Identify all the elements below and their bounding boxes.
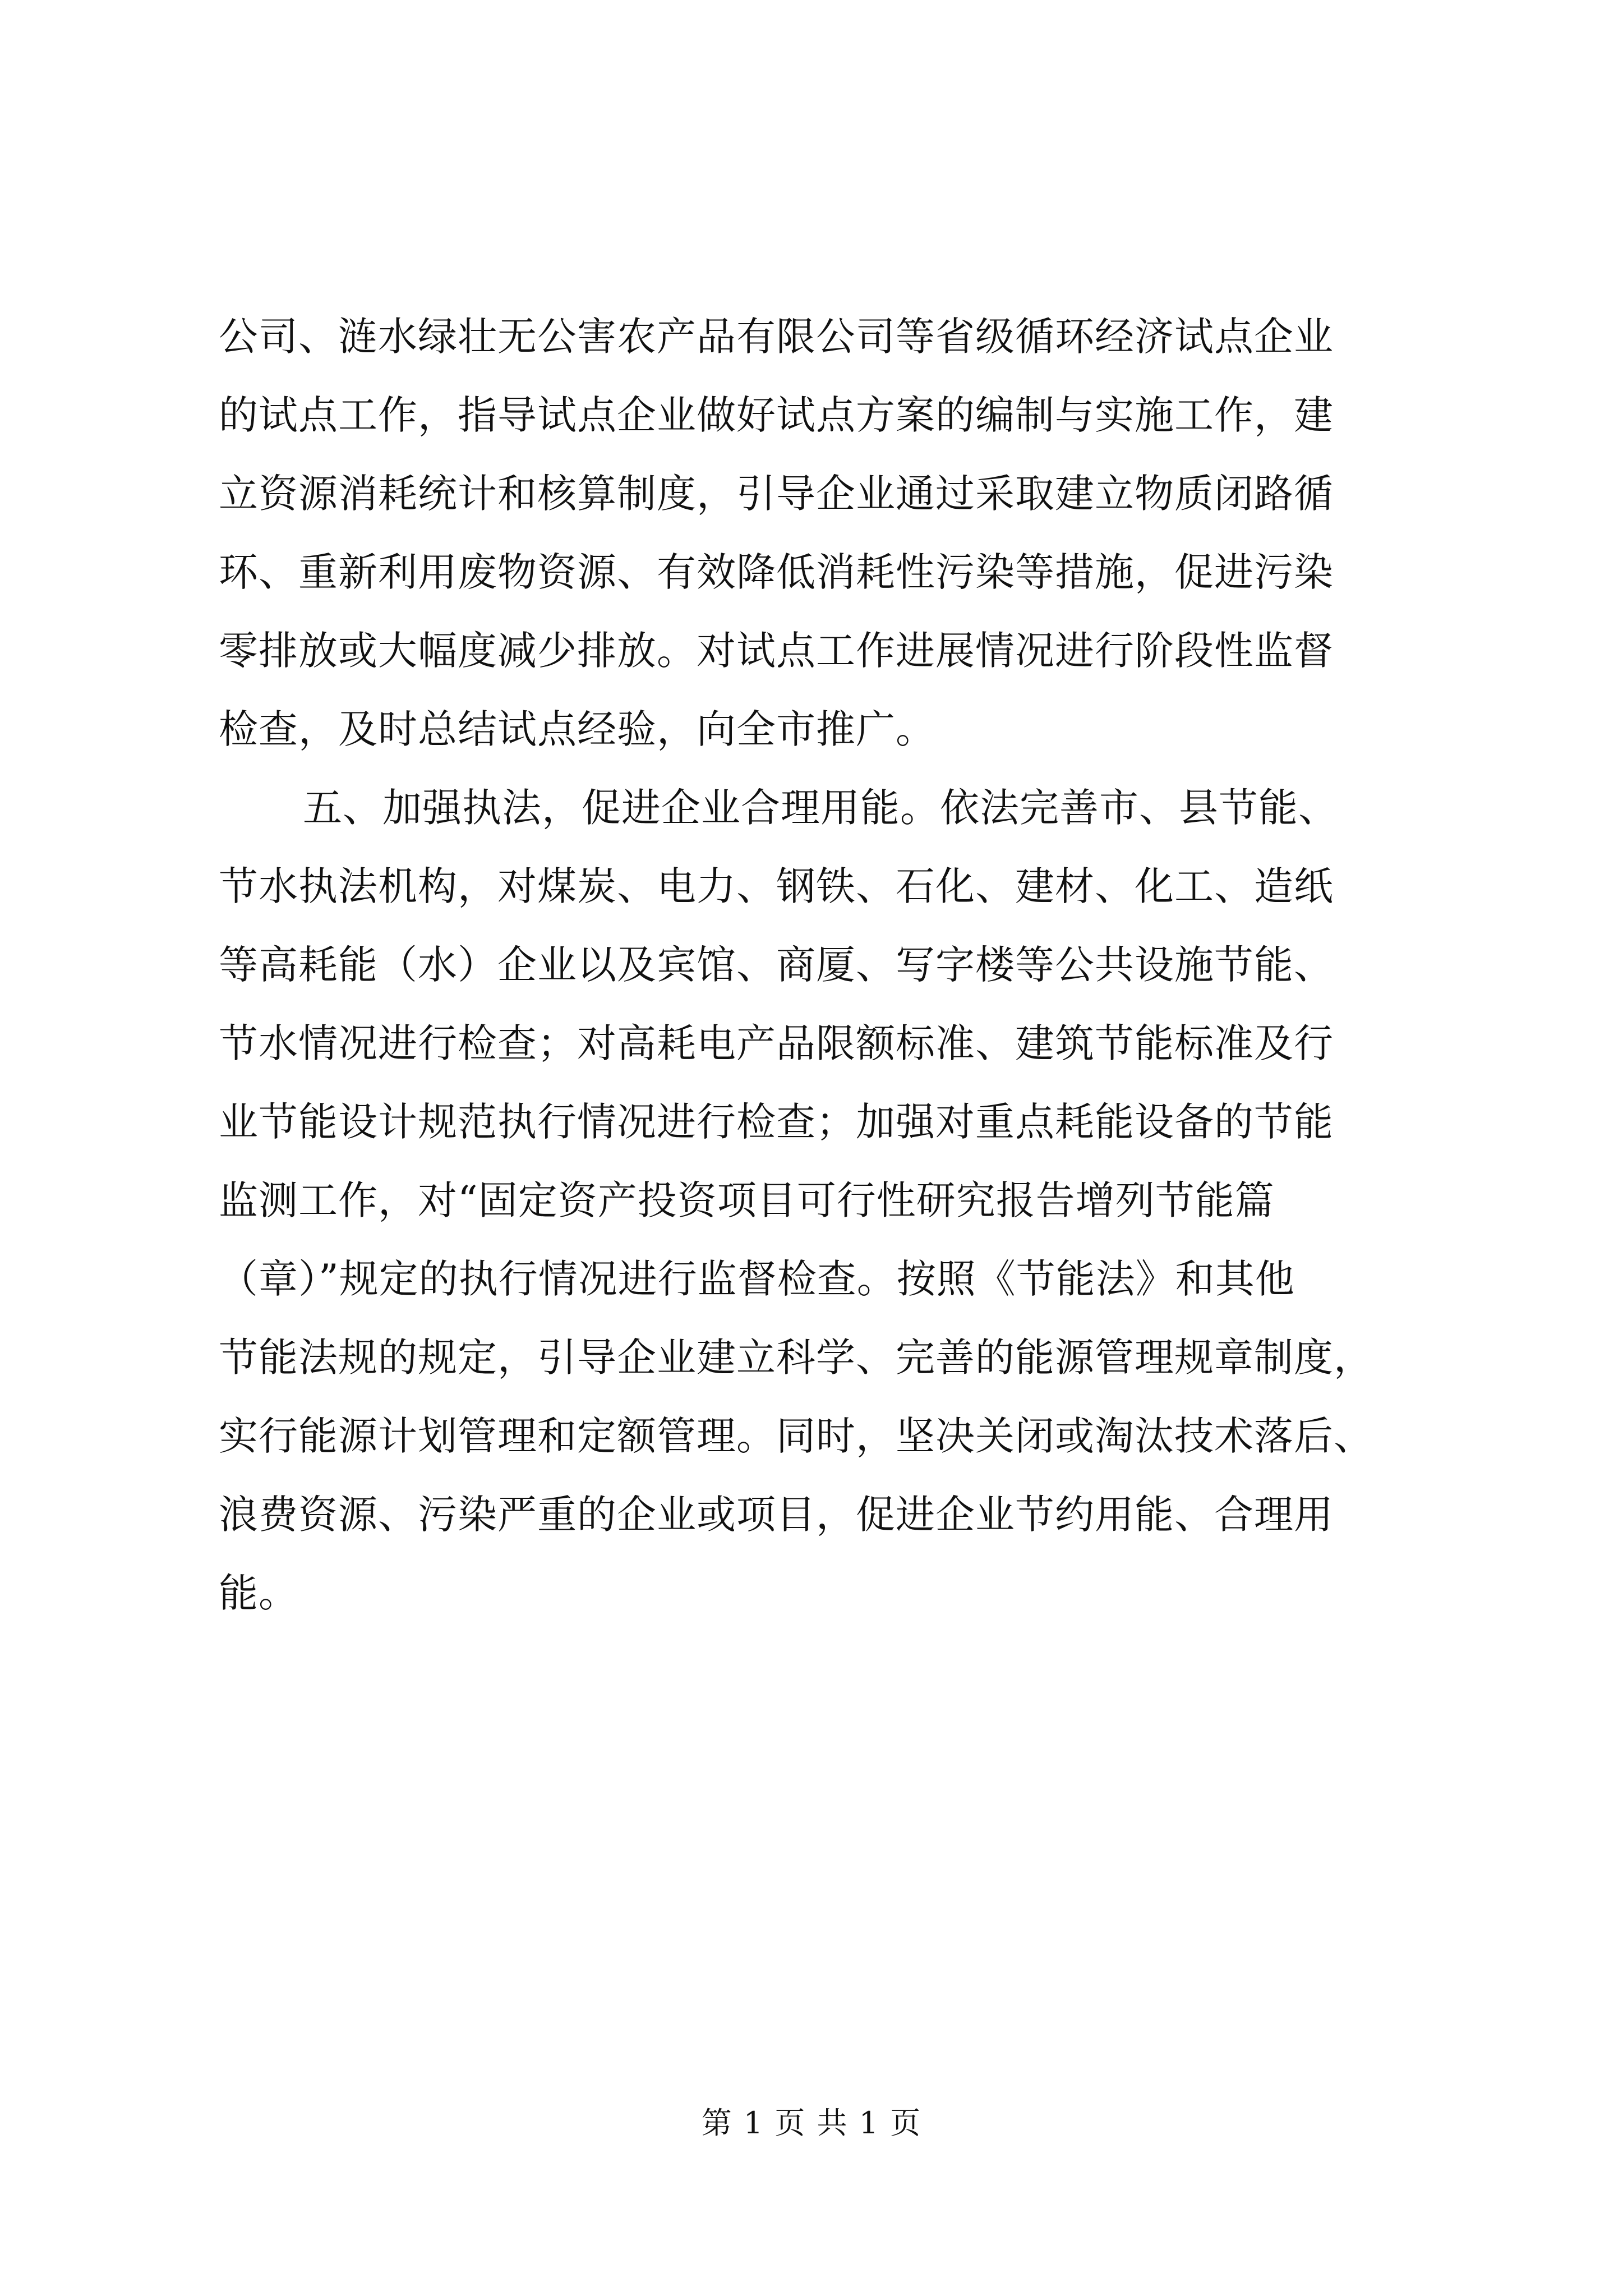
text-line: （章）”规定的执行情况进行监督检查。按照《节能法》和其他 [219, 1256, 1295, 1302]
page-footer: 第 1 页 共 1 页 [701, 2105, 922, 2141]
text-line: 零排放或大幅度减少排放。对试点工作进展情况进行阶段性监督 [219, 628, 1334, 674]
text-line: 环、重新利用废物资源、有效降低消耗性污染等措施，促进污染 [219, 549, 1334, 595]
text-line: 节水执法机构，对煤炭、电力、钢铁、石化、建材、化工、造纸 [219, 863, 1334, 909]
document-body [219, 297, 1413, 1632]
text-line: 立资源消耗统计和核算制度，引导企业通过采取建立物质闭路循 [219, 471, 1334, 517]
paragraph-2 [219, 769, 1413, 1632]
text-line: 监测工作，对“固定资产投资项目可行性研究报告增列节能篇 [219, 1177, 1275, 1223]
text-line: 的试点工作，指导试点企业做好试点方案的编制与实施工作，建 [219, 392, 1334, 438]
text-line: 检查，及时总结试点经验，向全市推广。 [219, 706, 935, 752]
text-line: 节水情况进行检查；对高耗电产品限额标准、建筑节能标准及行 [219, 1020, 1334, 1066]
paragraph-1 [219, 297, 1413, 769]
text-line-indented: 五、加强执法，促进企业合理用能。依法完善市、县节能、 [303, 785, 1338, 831]
text-line: 等高耗能（水）企业以及宾馆、商厦、写字楼等公共设施节能、 [219, 942, 1334, 988]
text-line: 公司、涟水绿壮无公害农产品有限公司等省级循环经济试点企业 [219, 314, 1334, 360]
text-line: 浪费资源、污染严重的企业或项目，促进企业节约用能、合理用 [219, 1492, 1334, 1538]
text-line: 节能法规的规定，引导企业建立科学、完善的能源管理规章制度， [219, 1335, 1373, 1381]
text-line: 业节能设计规范执行情况进行检查；加强对重点耗能设备的节能 [219, 1099, 1334, 1145]
text-line: 实行能源计划管理和定额管理。同时，坚决关闭或淘汰技术落后、 [219, 1413, 1373, 1459]
text-line: 能。 [219, 1570, 298, 1616]
